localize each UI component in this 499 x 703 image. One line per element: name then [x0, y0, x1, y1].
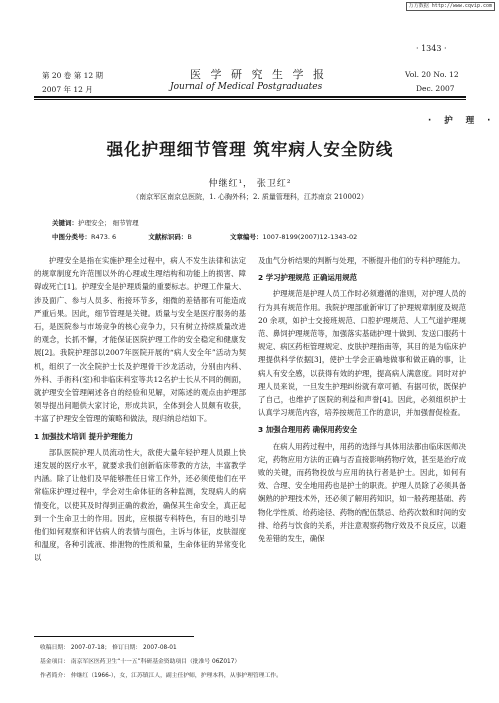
received-date: 收稿日期： 2007-07-18； 修订日期： 2007-08-01 [40, 645, 177, 651]
article-number-label: 文章编号： [229, 233, 263, 241]
header-rule-thin [34, 99, 466, 100]
publication-date-en: Dec. 2007 [416, 84, 455, 93]
journal-title-cn: 医 学 研 究 生 学 报 [190, 68, 327, 81]
author-bio: 作者简介： 仲继红（1966-），女，江苏镇江人，副主任护师，护理本科，从事护理管理工作。 [40, 673, 282, 679]
keywords-line [52, 218, 139, 227]
clc-value: R473. 6 [91, 233, 117, 241]
section-1-continuation: 及血气分析结果的判断与处理，不断提升他们的专科护理能力。 [258, 256, 465, 265]
section-heading-2: 2 学习护理规范 正确运用规范 [258, 273, 357, 283]
doc-code-value: B [187, 233, 192, 241]
authors: 仲继红¹， 张卫红² [208, 179, 292, 189]
journal-title-en: Journal of Medical Postgraduates [170, 82, 323, 92]
fund-note: 基金项目： 南京军区医药卫生“十一五”科研基金资助项目（批准号 06Z017） [40, 659, 241, 665]
header-rule [34, 96, 466, 98]
doc-code-label: 文献标识码： [148, 233, 188, 241]
right-column [258, 254, 466, 545]
article-title: 强化护理细节管理 筑牢病人安全防线 [106, 140, 394, 159]
section-1-paragraph: 部队医院护理人员流动性大，欲使大量年轻护理人员跟上快速发展的医疗水平，就要求我们创新临床带教的方法，丰富教学内涵。除了让他们及早能够胜任日常工作外，还必须使他们在平常临床护理过程中，学会对生命体征的各种监测，发现病人的病情变化，以使其及时得到正确的救治，确保其生命安全，真正起到一个生命卫士的作用。因此，应根据专科特色，有目的地引导他们如何观察和评估病人的表情与面色，主诉与体征，皮肤湿度和温度，各种引流液、排泄物的性质和量，生命体征的异常变化以 [34, 447, 246, 563]
left-column [34, 254, 246, 565]
clc-label: 中图分类号： [52, 233, 91, 241]
section-heading-1: 1 加强技术培训 提升护理能力 [34, 431, 133, 441]
section-tag: · 护 理 · [428, 116, 496, 126]
publication-date-cn: 2007 年 12 月 [42, 85, 93, 94]
page-number: · 1343 · [416, 44, 447, 53]
volume-issue: 第 20 卷 第 12 期 [42, 71, 104, 80]
section-heading-3: 3 加强合理用药 确保用药安全 [258, 425, 357, 435]
section-3-paragraph: 在病人用药过程中，用药的选择与具体用法都由临床医师决定，药物应用方法的正确与否直接影响药物疗效，甚至是治疗成败的关键，而药物投放与应用的执行者是护士。因此，如何有效、合理、安全地用药也是护士的职责。护理人员除了必须具备娴熟的护理技术外，还必须了解用药知识，如一般药理基础、药物化学性质、给药途径、药物的配伍禁忌、给药次数和时间的安排、给药与饮食的关系，并注意观察药物疗效及不良反应，以避免差错的发生，确保 [258, 441, 466, 544]
intro-paragraph: 护理安全是指在实施护理全过程中，病人不发生法律和法定的规章制度允许范围以外的心理或生理结构和功能上的损害、障碍或死亡[1]。护理安全是护理质量的重要标志。护理工作量大、涉及面广、参与人员多、衔接环节多，细微的差错都有可能造成严重后果。因此，细节管理是关键。质量与安全是医疗服务的基石，是医院参与市场竞争的核心竞争力，只有树立持续质量改进的观念，长抓不懈，才能保证医院护理工作的安全稳定和健康发展[2]。我院护理部以2007年医院开展的“病人安全年”活动为契机，组织了一次全院护士长及护理骨干沙龙活动，分别由内科、外科、手術科(室)和非临床科室等共12名护士长从不同的侧面，就护理安全管理阐述各自的经验和见解，对陈述的观点由护理部领导提出问题供大家讨论，形成共识，全体到会人员颇有收获，丰富了护理安全管理的策略和做法，现归纳总结如下。 [34, 256, 246, 424]
footnote-rule [34, 636, 194, 637]
volume-issue-en: Vol. 20 No. 12 [405, 70, 459, 79]
keywords-label: 关键词： [52, 219, 78, 227]
source-stamp: 万方数据 http://www.cqvip.com [406, 2, 495, 11]
article-number-value: 1007-8199(2007)12-1343-02 [262, 233, 358, 241]
keywords: 护理安全； 细节管理 [78, 219, 139, 227]
section-2-paragraph: 护理规范是护理人员工作时必须遵循的准则，对护理人员的行为具有规范作用。我院护理部重新审订了护理规章制度及规范 20 余项，如护士交接班规范、口腔护理规范、人工气道护理规范、鼻饲护理规范等，加强落实基础护理十做到、发送口服药十规定、病区药柜管理规定、皮肤护理指南等，其目的是为临床护理提供科学依据[3]，使护士学会正确地做事和做正确的事，让病人有安全感，以获得有效的护理，提高病人满意度。同时对护理人员来说，一旦发生护理纠纷就有章可循、有据可依，既保护了自己，也维护了医院的利益和声誉[4]。因此，必须组织护士认真学习规范内容，培养按规范工作的意识，并加强督促检查。 [258, 289, 466, 418]
affiliation: （南京军区南京总医院，1. 心胸外科；2. 质量管理科，江苏南京 210002） [132, 193, 368, 201]
classification-line [52, 232, 357, 241]
